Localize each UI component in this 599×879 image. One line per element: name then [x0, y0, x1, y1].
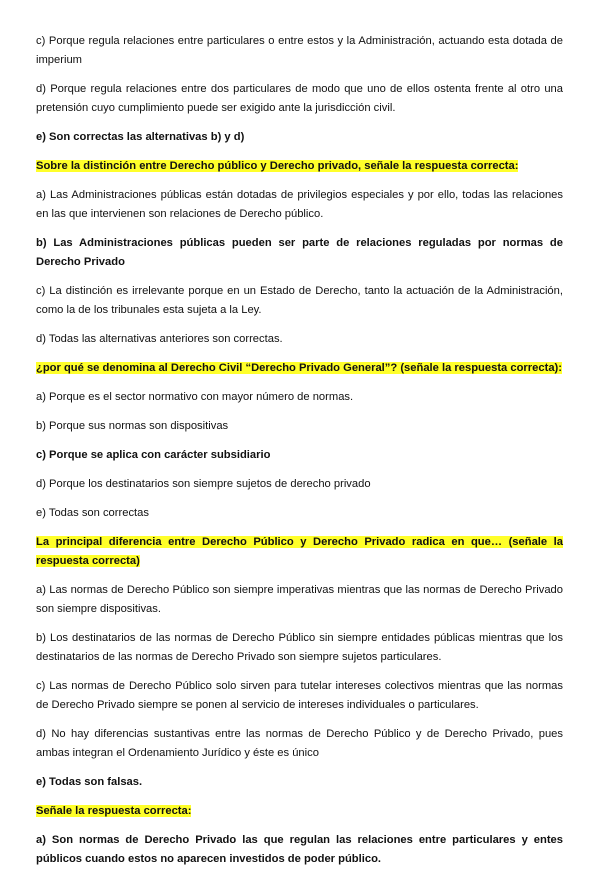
answer-option: b) Porque sus normas son dispositivas — [36, 420, 229, 432]
answer-option: a) Las Administraciones públicas están dotadas de privilegios especiales y por ello, todas las relaciones en las que intervienen son relaciones de Derecho público. — [36, 189, 563, 220]
answer-option: a) Las normas de Derecho Público son siempre imperativas mientras que las normas de Derecho Privado son siempre dispositivas. — [36, 584, 563, 615]
answer-option: e) Todas son correctas — [36, 507, 149, 519]
document-page — [36, 32, 563, 879]
question-heading: ¿por qué se denomina al Derecho Civil “Derecho Privado General”? (señale la respuesta correcta): — [36, 362, 562, 374]
correct-answer: e) Todas son falsas. — [36, 776, 143, 788]
answer-option: c) Porque regula relaciones entre particulares o entre estos y la Administración, actuando esta dotada de imperium — [36, 35, 563, 66]
answer-option: c) Las normas de Derecho Público solo sirven para tutelar intereses colectivos mientras que las normas de Derecho Privado siempre se ponen al servicio de intereses individuales o particulares. — [36, 680, 563, 711]
question-heading: Sobre la distinción entre Derecho público y Derecho privado, señale la respuesta correcta: — [36, 160, 519, 172]
question-heading: Señale la respuesta correcta: — [36, 805, 192, 817]
question-heading: La principal diferencia entre Derecho Público y Derecho Privado radica en que… (señale la respuesta correcta) — [36, 536, 563, 567]
correct-answer: b) Las Administraciones públicas pueden ser parte de relaciones reguladas por normas de Derecho Privado — [36, 237, 563, 268]
answer-option: b) Los destinatarios de las normas de Derecho Público sin siempre entidades públicas mientras que los destinatarios de las normas de Derecho Privado son siempre sujetos particulares. — [36, 632, 563, 663]
answer-option: d) Porque regula relaciones entre dos particulares de modo que uno de ellos ostenta frente al otro una pretensión cuyo cumplimiento puede ser exigido ante la jurisdicción civil. — [36, 83, 563, 114]
answer-option: d) No hay diferencias sustantivas entre las normas de Derecho Público y de Derecho Privado, pues ambas integran el Ordenamiento Jurídico y éste es único — [36, 728, 563, 759]
answer-option: a) Porque es el sector normativo con mayor número de normas. — [36, 391, 354, 403]
answer-option: c) La distinción es irrelevante porque en un Estado de Derecho, tanto la actuación de la Administración, como la de los tribunales esta sujeta a la Ley. — [36, 285, 563, 316]
correct-answer: c) Porque se aplica con carácter subsidiario — [36, 449, 271, 461]
correct-answer: e) Son correctas las alternativas b) y d) — [36, 131, 245, 143]
answer-option: d) Todas las alternativas anteriores son correctas. — [36, 333, 283, 345]
correct-answer: a) Son normas de Derecho Privado las que regulan las relaciones entre particulares y entes públicos cuando estos no aparecen investidos de poder público. — [36, 834, 563, 865]
answer-option: d) Porque los destinatarios son siempre sujetos de derecho privado — [36, 478, 371, 490]
